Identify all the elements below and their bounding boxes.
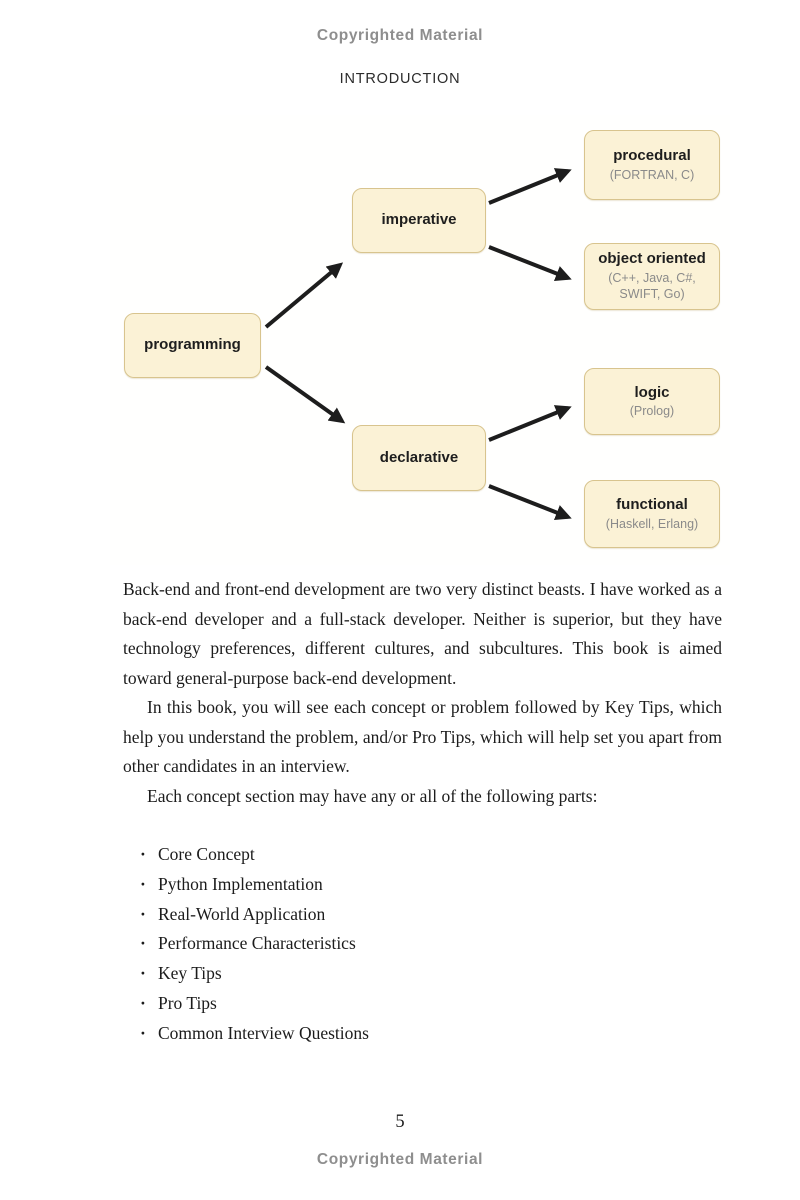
node-declarative: [352, 425, 486, 491]
list-item-label: Real-World Application: [158, 903, 326, 924]
bullet-icon: ·: [140, 933, 146, 954]
list-item-label: Pro Tips: [158, 992, 217, 1013]
paragraph-3: Each concept section may have any or all of the following parts:: [147, 785, 598, 806]
node-label: logic: [634, 383, 670, 401]
node-label: procedural: [613, 147, 691, 164]
concept-parts-list: [123, 840, 722, 1049]
node-label: declarative: [379, 448, 459, 466]
bullet-icon: ·: [140, 873, 146, 894]
node-logic: [584, 368, 720, 435]
node-label: functional: [616, 496, 688, 513]
page-number: 5: [395, 1112, 405, 1132]
node-imperative: [352, 188, 486, 253]
body-text: [123, 575, 722, 1049]
list-item-label: Python Implementation: [158, 873, 323, 894]
list-item-label: Common Interview Questions: [158, 1022, 369, 1043]
bullet-icon: ·: [140, 1022, 146, 1043]
paragraph-1: Back-end and front-end development are two very distinct beasts. I have worked as a back-end developer and a full-stack developer. Neither is superior, but they have technology preferences, different cultures, and subcultures. This book is aimed toward general-purpose back-end development.: [123, 579, 722, 688]
node-label: object oriented: [598, 250, 706, 268]
node-languages: (Haskell, Erlang): [605, 516, 699, 531]
list-item: [123, 959, 722, 989]
node-label: programming: [144, 336, 241, 354]
node-label: imperative: [381, 211, 457, 229]
list-item: [123, 900, 722, 930]
list-item-label: Performance Characteristics: [158, 933, 356, 954]
node-object-oriented: [584, 243, 720, 310]
list-item: [123, 929, 722, 959]
copyright-header: Copyrighted Material: [316, 27, 484, 44]
node-languages: (FORTRAN, C): [609, 167, 695, 182]
list-item-label: Core Concept: [158, 844, 255, 864]
bullet-icon: ·: [140, 992, 146, 1013]
bullet-icon: ·: [140, 903, 146, 924]
node-functional: [584, 480, 720, 548]
node-procedural: [584, 130, 720, 200]
list-item: [123, 989, 722, 1019]
list-item: [123, 1019, 722, 1049]
node-programming: [124, 313, 261, 378]
list-item-label: Key Tips: [158, 963, 222, 984]
copyright-footer: Copyrighted Material: [316, 1151, 484, 1168]
list-item: [123, 870, 722, 900]
paragraph-2: In this book, you will see each concept or problem followed by Key Tips, which help you understand the problem, and/or Pro Tips, which will help set you apart from other candidates in an interview.: [123, 697, 722, 776]
list-item: [123, 840, 722, 870]
bullet-icon: ·: [140, 844, 146, 864]
section-title: INTRODUCTION: [339, 71, 461, 87]
bullet-icon: ·: [140, 963, 146, 984]
programming-paradigms-diagram: [110, 115, 730, 565]
node-languages: (Prolog): [629, 404, 675, 419]
node-languages: (C++, Java, C#, SWIFT, Go): [608, 271, 696, 302]
